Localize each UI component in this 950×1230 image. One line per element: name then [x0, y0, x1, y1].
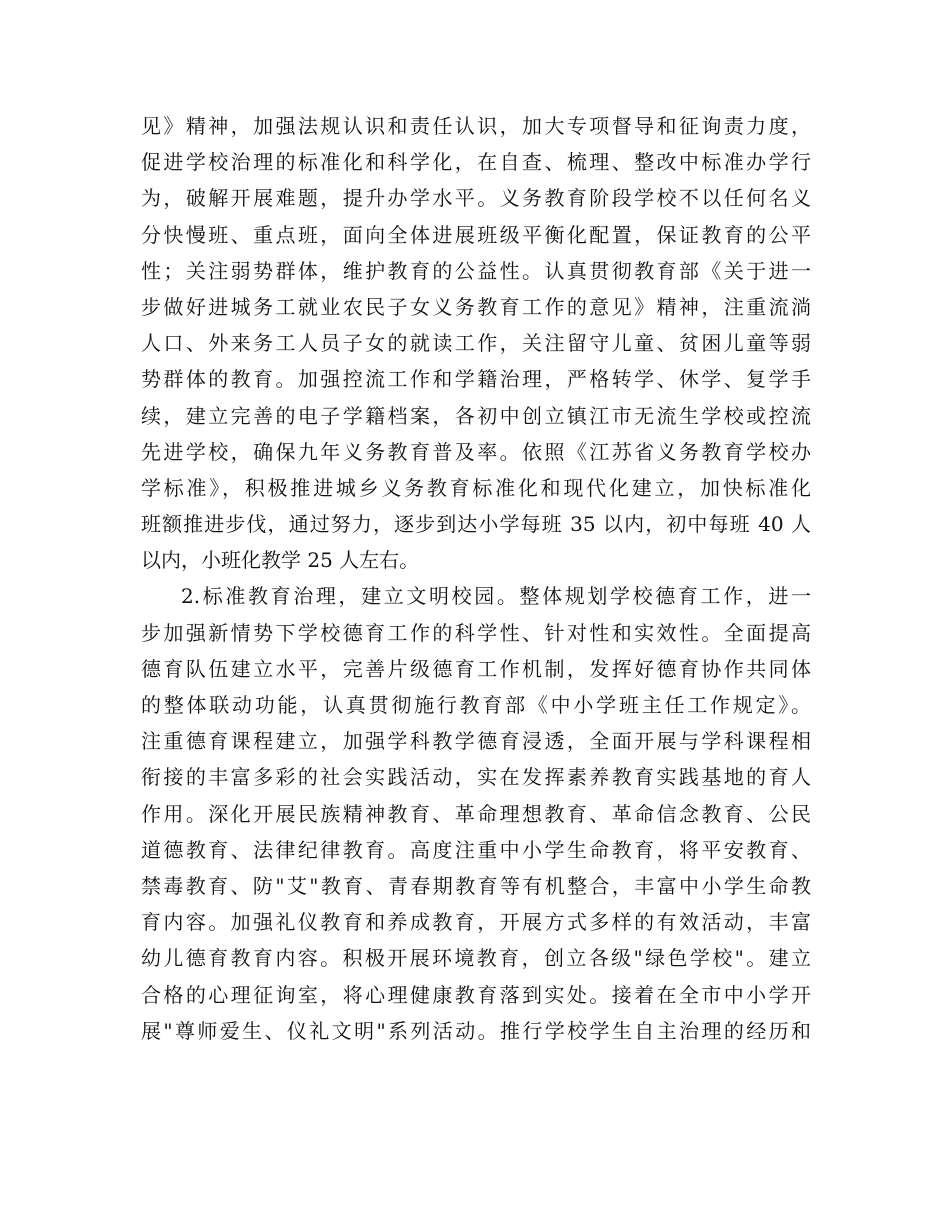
text-line: 注重德育课程建立，加强学科教学德育浸透，全面开展与学科课程相: [141, 729, 811, 754]
text-line: 见》精神，加强法规认识和责任认识，加大专项督导和征询责力度，: [141, 114, 811, 138]
section-heading-line: 2.标准教育治理，建立文明校园。整体规划学校德育工作，进一: [181, 584, 811, 609]
text-line: 作用。深化开展民族精神教育、革命理想教育、革命信念教育、公民: [141, 801, 811, 826]
text-line: 人口、外来务工人员子女的就读工作，关注留守儿童、贫困儿童等弱: [141, 331, 811, 356]
text-line: 衔接的丰富多彩的社会实践活动，实在发挥素养教育实践基地的育人: [141, 765, 811, 790]
text-line: 道德教育、法律纪律教育。高度注重中小学生命教育，将平安教育、: [141, 837, 811, 862]
text-line: 势群体的教育。加强控流工作和学籍治理，严格转学、休学、复学手: [141, 367, 811, 392]
text-line: 禁毒教育、防"艾"教育、青春期教育等有机整合，丰富中小学生命教: [141, 873, 811, 898]
text-line: 性；关注弱势群体，维护教育的公益性。认真贯彻教育部《关于进一: [141, 258, 811, 283]
text-line: 步加强新情势下学校德育工作的科学性、针对性和实效性。全面提高: [141, 620, 811, 645]
text-line: 步做好进城务工就业农民子女义务教育工作的意见》精神，注重流淌: [141, 294, 811, 319]
text-line: 为，破解开展难题，提升办学水平。义务教育阶段学校不以任何名义: [141, 186, 811, 211]
text-line: 的整体联动功能，认真贯彻施行教育部《中小学班主任工作规定》。: [141, 693, 811, 717]
text-line: 促进学校治理的标准化和科学化，在自查、梳理、整改中标准办学行: [141, 150, 811, 175]
text-line: 德育队伍建立水平，完善片级德育工作机制，发挥好德育协作共同体: [141, 656, 811, 681]
text-line: 先进学校，确保九年义务教育普及率。依照《江苏省义务教育学校办: [141, 439, 811, 464]
text-line: 幼儿德育教育内容。积极开展环境教育，创立各级"绿色学校"。建立: [141, 946, 811, 971]
paragraph-end-line: 以内，小班化教学 25 人左右。: [141, 548, 420, 573]
text-line: 续，建立完善的电子学籍档案，各初中创立镇江市无流生学校或控流: [141, 403, 811, 428]
text-line: 育内容。加强礼仪教育和养成教育，开展方式多样的有效活动，丰富: [141, 910, 811, 935]
text-line: 学标准》，积极推进城乡义务教育标准化和现代化建立，加快标准化: [141, 475, 811, 500]
text-line: 分快慢班、重点班，面向全体进展班级平衡化配置，保证教育的公平: [141, 222, 811, 247]
text-line: 班额推进步伐，通过努力，逐步到达小学每班 35 以内，初中每班 40 人: [141, 512, 811, 537]
text-line: 合格的心理征询室，将心理健康教育落到实处。接着在全市中小学开: [141, 982, 811, 1007]
text-line: 展"尊师爱生、仪礼文明"系列活动。推行学校学生自主治理的经历和: [141, 1018, 811, 1043]
body-text: [141, 108, 811, 1049]
